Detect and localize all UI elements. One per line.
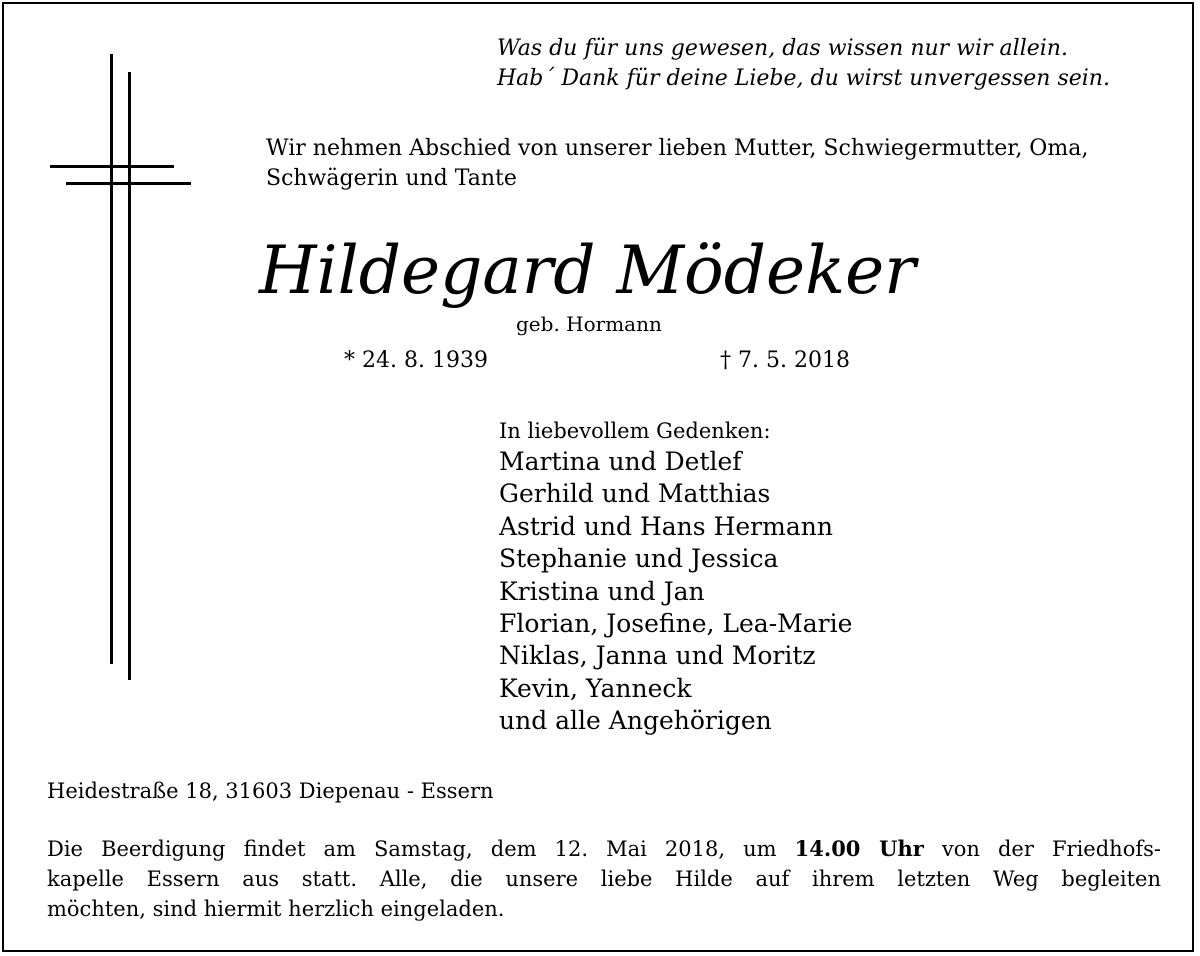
funeral-line-1: [47, 834, 1161, 864]
mourner-name: Astrid und Hans Hermann: [499, 511, 833, 541]
obituary-notice: [2, 2, 1194, 952]
address: Heidestraße 18, 31603 Diepenau - Essern: [47, 779, 494, 803]
mourner-name: Gerhild und Matthias: [499, 479, 771, 509]
funeral-line-2: kapelle Essern aus statt. Alle, die unsere liebe Hilde auf ihrem letzten Weg begleiten: [47, 867, 1161, 891]
birth-date: * 24. 8. 1939: [344, 348, 488, 373]
mourners-heading: In liebevollem Gedenken:: [499, 419, 771, 443]
mourner-name: Martina und Detlef: [499, 447, 742, 476]
mourner-name: Stephanie und Jessica: [499, 544, 779, 574]
funeral-text-1: Die Beerdigung findet am Samstag, dem 12. Mai 2018, um: [47, 837, 795, 861]
motto-line-1: Was du für uns gewesen, das wissen nur wir allein.: [497, 36, 1068, 61]
mourner-name: Kevin, Yanneck: [499, 673, 692, 703]
mourner-name: und alle Angehörigen: [499, 706, 772, 736]
intro-line-2: Schwägerin und Tante: [266, 166, 517, 191]
death-date: † 7. 5. 2018: [720, 348, 850, 373]
mourner-name: Kristina und Jan: [499, 576, 705, 606]
motto-line-2: Hab´ Dank für deine Liebe, du wirst unvergessen sein.: [497, 66, 1110, 91]
intro-text: [266, 134, 1088, 194]
funeral-time: 14.00 Uhr: [794, 836, 924, 861]
funeral-line-3: möchten, sind hiermit herzlich eingeladen.: [47, 897, 505, 921]
maiden-name: geb. Hormann: [516, 312, 662, 336]
funeral-text-2: von der Friedhofs-: [923, 837, 1161, 861]
mourner-name: Florian, Josefine, Lea-Marie: [499, 609, 853, 639]
motto-verse: [497, 34, 1110, 94]
intro-line-1: Wir nehmen Abschied von unserer lieben Mutter, Schwiegermutter, Oma,: [266, 136, 1089, 161]
deceased-name: Hildegard Mödeker: [259, 232, 916, 309]
mourners-list: [499, 446, 852, 738]
funeral-info: [47, 834, 1161, 924]
mourner-name: Niklas, Janna und Moritz: [499, 641, 816, 671]
